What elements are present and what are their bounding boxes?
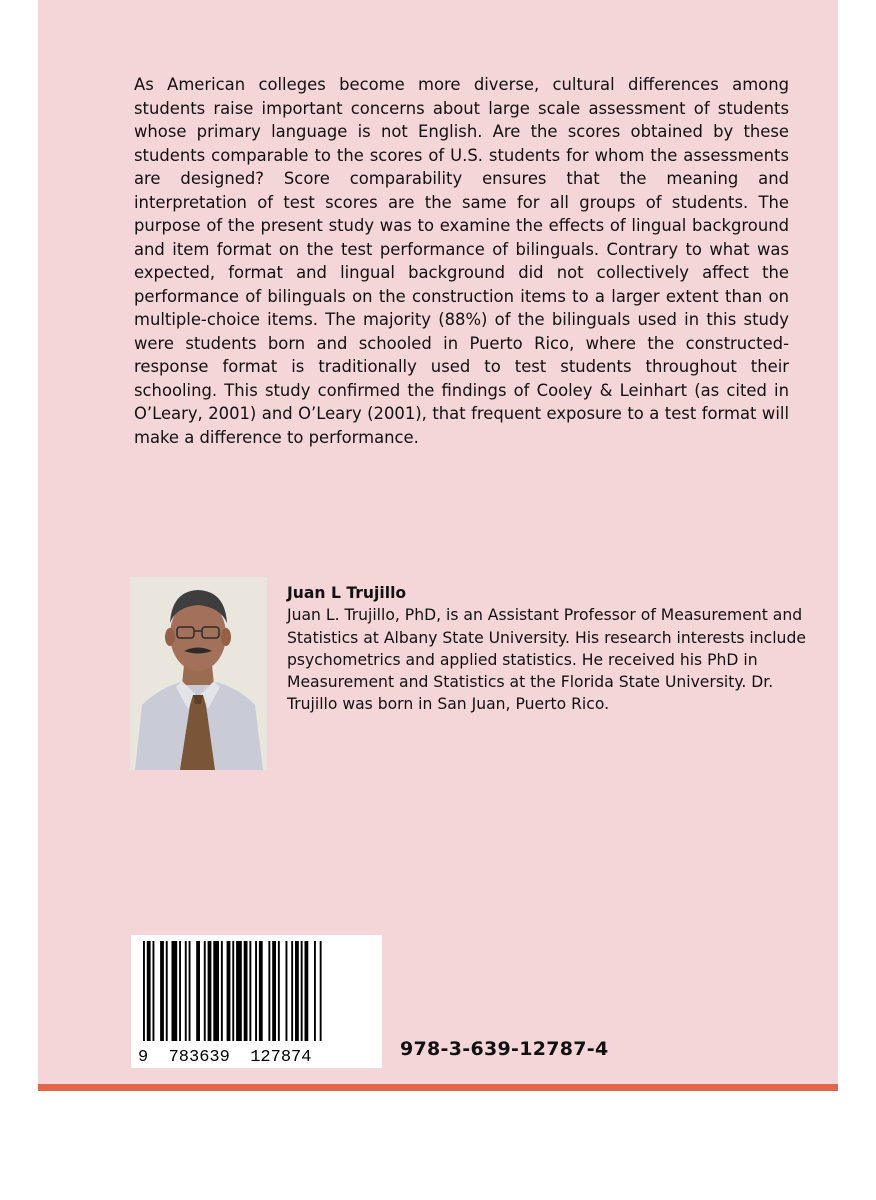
barcode-bar — [227, 941, 231, 1041]
barcode-bar — [291, 941, 293, 1041]
barcode-bar — [185, 941, 187, 1041]
barcode-bar — [268, 941, 270, 1041]
isbn-number: 978-3-639-12787-4 — [400, 1038, 609, 1060]
cover-bottom-rule — [38, 1084, 838, 1091]
isbn-barcode — [131, 935, 382, 1068]
barcode-bar — [244, 941, 248, 1041]
author-block — [287, 582, 807, 716]
author-name: Juan L Trujillo — [287, 584, 407, 602]
barcode-bar — [213, 941, 219, 1041]
barcode-bar — [208, 941, 212, 1041]
barcode-bar — [278, 941, 280, 1041]
barcode-bar — [320, 941, 322, 1041]
barcode-bar — [166, 941, 168, 1041]
barcode-bar — [172, 941, 178, 1041]
barcode-bar — [147, 941, 151, 1041]
barcode-bar — [153, 941, 155, 1041]
barcode-bar — [286, 941, 288, 1041]
barcode-bar — [232, 941, 234, 1041]
barcode-bar — [305, 941, 309, 1041]
barcode-bar — [179, 941, 181, 1041]
author-photo — [130, 577, 267, 770]
barcode-bar — [295, 941, 299, 1041]
barcode-bar — [272, 941, 276, 1041]
barcode-bar — [160, 941, 164, 1041]
author-bio: Juan L. Trujillo, PhD, is an Assistant Professor of Measurement and Statistics at Albany State University. His research interests include psychometrics and applied statistics. He received his PhD in Measurement and Statistics at the Florida State University. Dr. Trujillo was born in San Juan, Puerto Rico. — [287, 606, 806, 714]
barcode-bar — [259, 941, 263, 1041]
barcode-bar — [196, 941, 200, 1041]
barcode-digits: 9 783639 127874 — [138, 1048, 312, 1067]
barcode-bar — [249, 941, 251, 1041]
barcode-bar — [236, 941, 242, 1041]
barcode-bar — [255, 941, 257, 1041]
barcode-bar — [221, 941, 223, 1041]
barcode-bar — [314, 941, 316, 1041]
barcode-bar — [143, 941, 145, 1041]
abstract-text: As American colleges become more diverse, cultural differences among students raise important concerns about large scale assessment of students whose primary language is not English. Are the scores obtained by these students comparable to the scores of U.S. students for whom the assessments are designed? Score comparability ensures that the meaning and interpretation of test scores are the same for all groups of students. The purpose of the present study was to examine the effects of lingual background and item format on the test performance of bilinguals. Contrary to what was expected, format and lingual background did not collectively affect the performance of bilinguals on the construction items to a larger extent than on multiple-choice items. The majority (88%) of the bilinguals used in this study were students born and schooled in Puerto Rico, where the constructed-response format is traditionally used to test students throughout their schooling. This study confirmed the findings of Cooley & Leinhart (as cited in O’Leary, 2001) and O’Leary (2001), that frequent exposure to a test format will make a difference to performance. — [134, 75, 789, 447]
barcode-bar — [204, 941, 206, 1041]
barcode-bar — [301, 941, 303, 1041]
barcode-bar — [189, 941, 191, 1041]
